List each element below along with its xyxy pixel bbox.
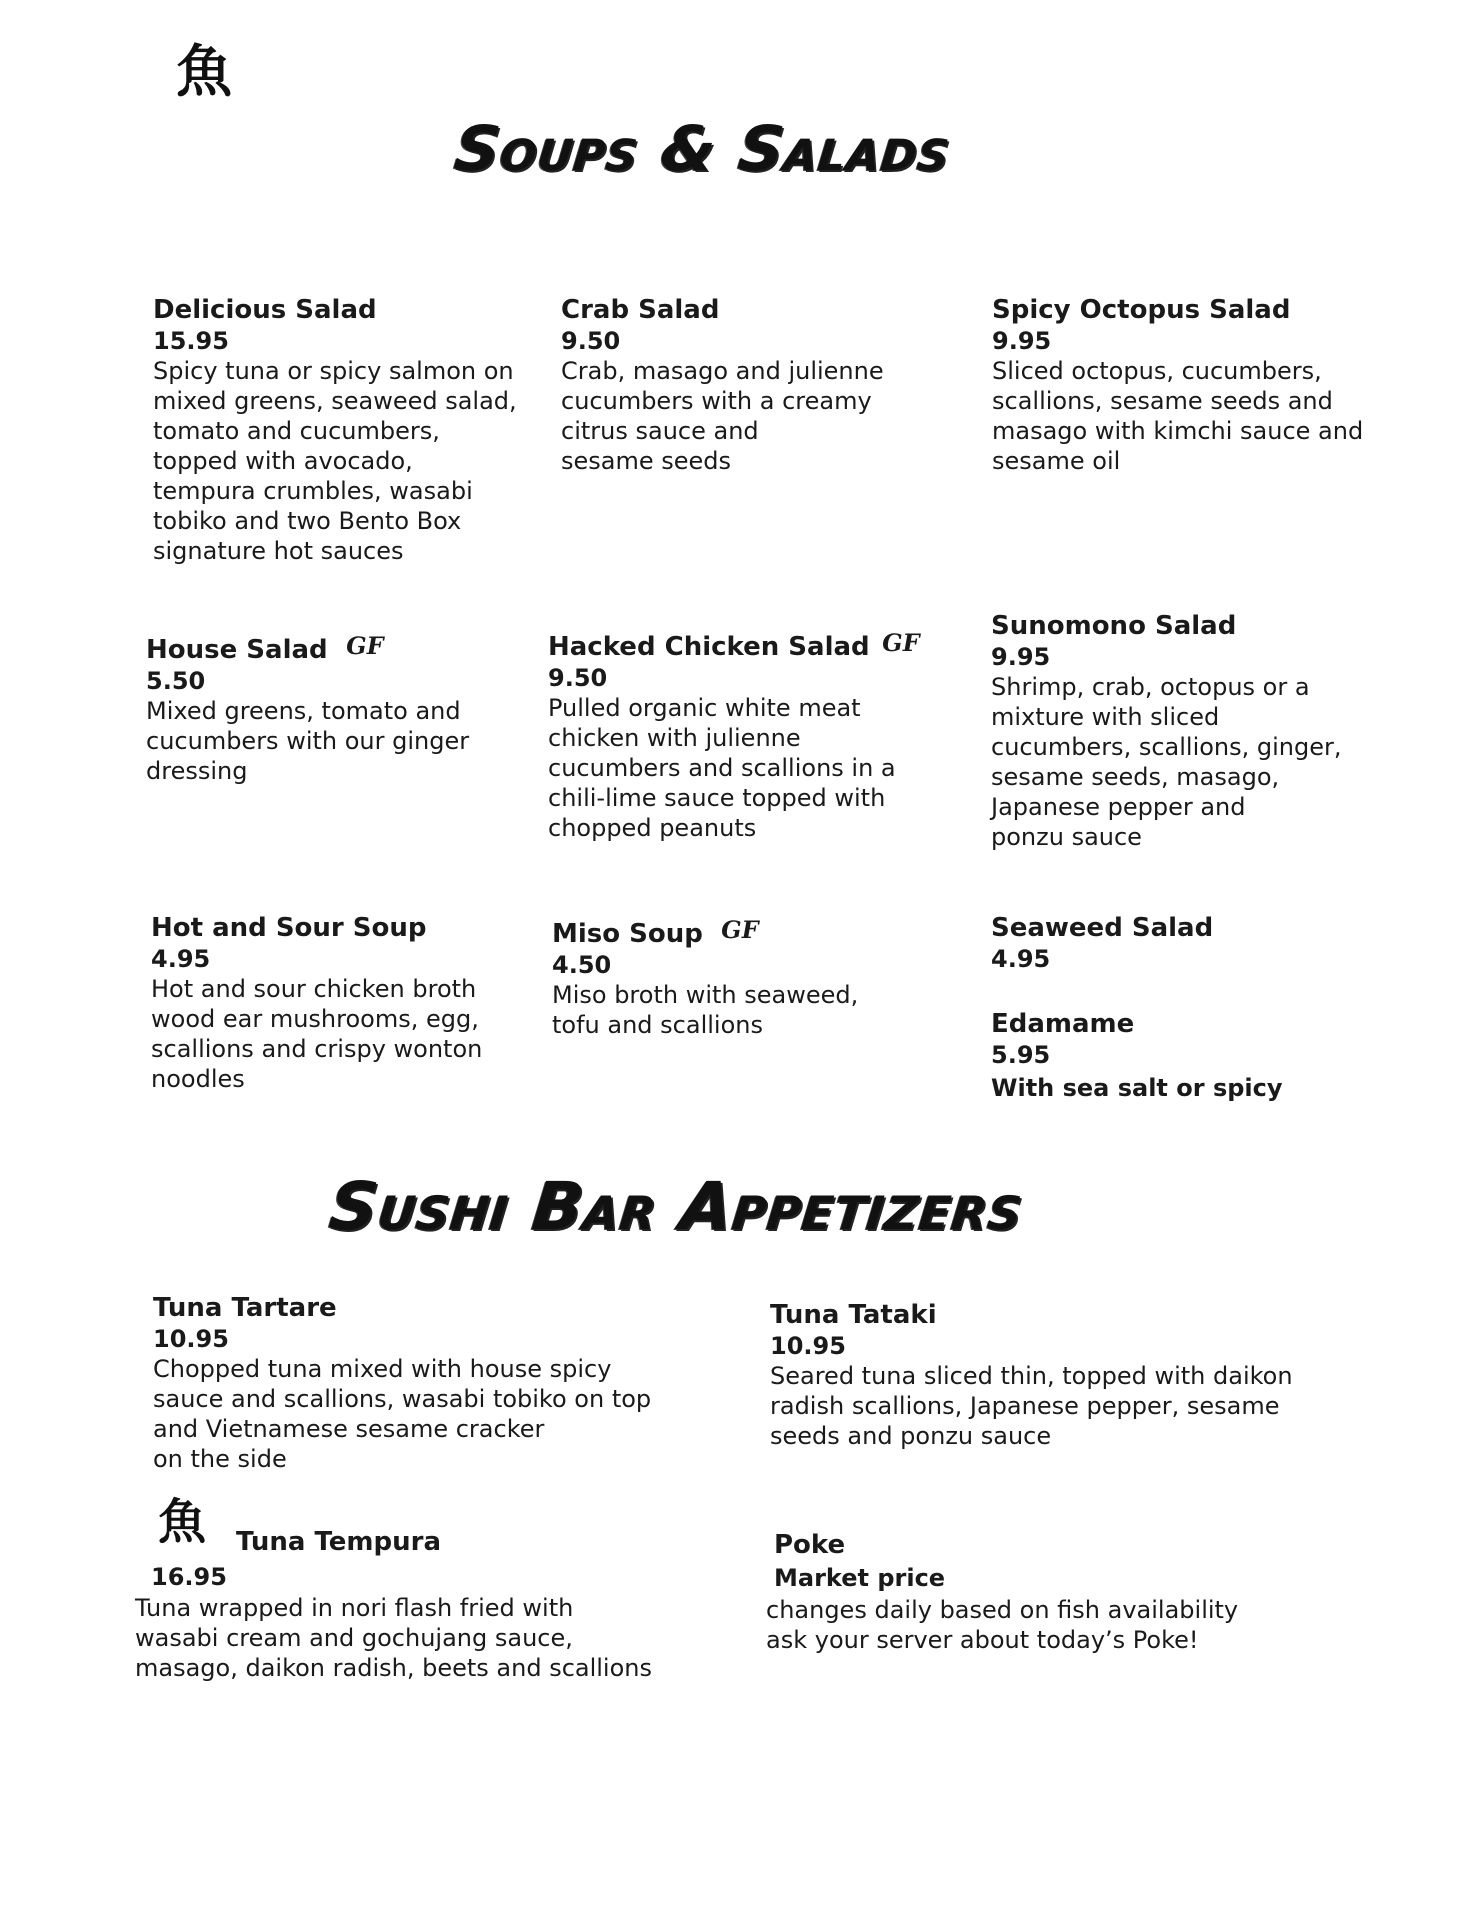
- item-price: 9.50: [548, 664, 608, 692]
- item-price: 9.95: [991, 643, 1051, 671]
- item-description: Chopped tuna mixed with house spicy sauce and scallions, wasabi tobiko on top and Vietnamese sesame cracker on the side: [153, 1355, 652, 1473]
- item-note: With sea salt or spicy: [991, 1074, 1283, 1102]
- item-name-tuna-tempura: Tuna Tempura: [236, 1527, 441, 1557]
- item-name: Crab Salad: [561, 295, 720, 325]
- signature-fish-kanji-icon: 魚: [158, 1494, 205, 1550]
- menu-item-crab-salad: [561, 294, 941, 476]
- item-description: Spicy tuna or spicy salmon on mixed greens, seaweed salad, tomato and cucumbers, topped with avocado, tempura crumbles, wasabi tobiko and two Bento Box signature hot sauces: [153, 357, 517, 565]
- item-price: 4.50: [552, 951, 612, 979]
- item-description: Seared tuna sliced thin, topped with daikon radish scallions, Japanese pepper, sesame seeds and ponzu sauce: [770, 1362, 1293, 1450]
- item-price: 5.50: [146, 667, 206, 695]
- menu-item-edamame: [991, 1008, 1371, 1106]
- item-name-text: House Salad: [146, 635, 328, 665]
- section-title-soups-salads: Soups & Salads: [451, 112, 954, 185]
- item-name: [552, 914, 932, 950]
- item-price: 5.95: [991, 1041, 1051, 1069]
- item-name: Delicious Salad: [153, 295, 377, 325]
- section-title-sushi-bar-appetizers: Sushi Bar Appetizers: [325, 1168, 1027, 1245]
- fish-kanji-logo: 魚: [176, 39, 230, 105]
- item-description: Miso broth with seaweed, tofu and scallions: [552, 981, 859, 1039]
- item-name: Hot and Sour Soup: [151, 913, 427, 943]
- item-description: Hot and sour chicken broth wood ear mushrooms, egg, scallions and crispy wonton noodles: [151, 975, 483, 1093]
- item-name: Poke: [774, 1530, 846, 1560]
- menu-item-seaweed-salad: [991, 912, 1371, 974]
- item-description: changes daily based on fish availability ask your server about today’s Poke!: [766, 1596, 1239, 1654]
- item-price: 9.50: [561, 327, 621, 355]
- menu-item-delicious-salad: [153, 294, 533, 566]
- item-price: 10.95: [153, 1325, 229, 1353]
- gluten-free-badge: GF: [343, 631, 386, 660]
- item-name: Tuna Tartare: [153, 1293, 337, 1323]
- menu-item-hacked-chicken-salad: [548, 627, 928, 843]
- menu-item-house-salad: [146, 630, 526, 786]
- item-price: 15.95: [153, 327, 229, 355]
- item-description: Crab, masago and julienne cucumbers with a creamy citrus sauce and sesame seeds: [561, 357, 884, 475]
- item-name: Sunomono Salad: [991, 611, 1237, 641]
- item-price: 10.95: [770, 1332, 846, 1360]
- item-description-tuna-tempura: Tuna wrapped in nori flash fried with wasabi cream and gochujang sauce, masago, daikon radish, beets and scallions: [135, 1594, 652, 1682]
- gluten-free-badge: GF: [718, 915, 762, 944]
- menu-item-hot-sour-soup: [151, 912, 531, 1094]
- item-name: Spicy Octopus Salad: [992, 295, 1291, 325]
- gluten-free-badge: GF: [879, 628, 922, 657]
- item-price: 4.95: [991, 945, 1051, 973]
- item-name: [146, 630, 526, 666]
- item-description: Shrimp, crab, octopus or a mixture with sliced cucumbers, scallions, ginger, sesame seeds, masago, Japanese pepper and ponzu sauce: [991, 673, 1342, 851]
- item-price: 4.95: [151, 945, 211, 973]
- item-description: Sliced octopus, cucumbers, scallions, sesame seeds and masago with kimchi sauce and sesame oil: [992, 357, 1364, 475]
- item-description: Pulled organic white meat chicken with julienne cucumbers and scallions in a chili-lime sauce topped with chopped peanuts: [548, 694, 896, 842]
- item-name: Edamame: [991, 1009, 1135, 1039]
- item-price: 9.95: [992, 327, 1052, 355]
- item-name: Seaweed Salad: [991, 913, 1214, 943]
- item-description: Mixed greens, tomato and cucumbers with our ginger dressing: [146, 697, 470, 785]
- menu-item-sunomono-salad: [991, 610, 1371, 852]
- menu-item-spicy-octopus-salad: [992, 294, 1412, 476]
- item-name: Tuna Tataki: [770, 1300, 937, 1330]
- item-price-tuna-tempura: 16.95: [151, 1563, 227, 1591]
- menu-item-miso-soup: [552, 914, 932, 1040]
- item-name: [548, 627, 928, 663]
- item-name-text: Hacked Chicken Salad: [548, 632, 870, 662]
- item-price: Market price: [774, 1564, 946, 1592]
- item-name-text: Miso Soup: [552, 919, 703, 949]
- menu-item-tuna-tataki: [770, 1299, 1310, 1451]
- menu-item-tuna-tartare: [153, 1292, 673, 1474]
- menu-item-poke: [766, 1529, 1286, 1655]
